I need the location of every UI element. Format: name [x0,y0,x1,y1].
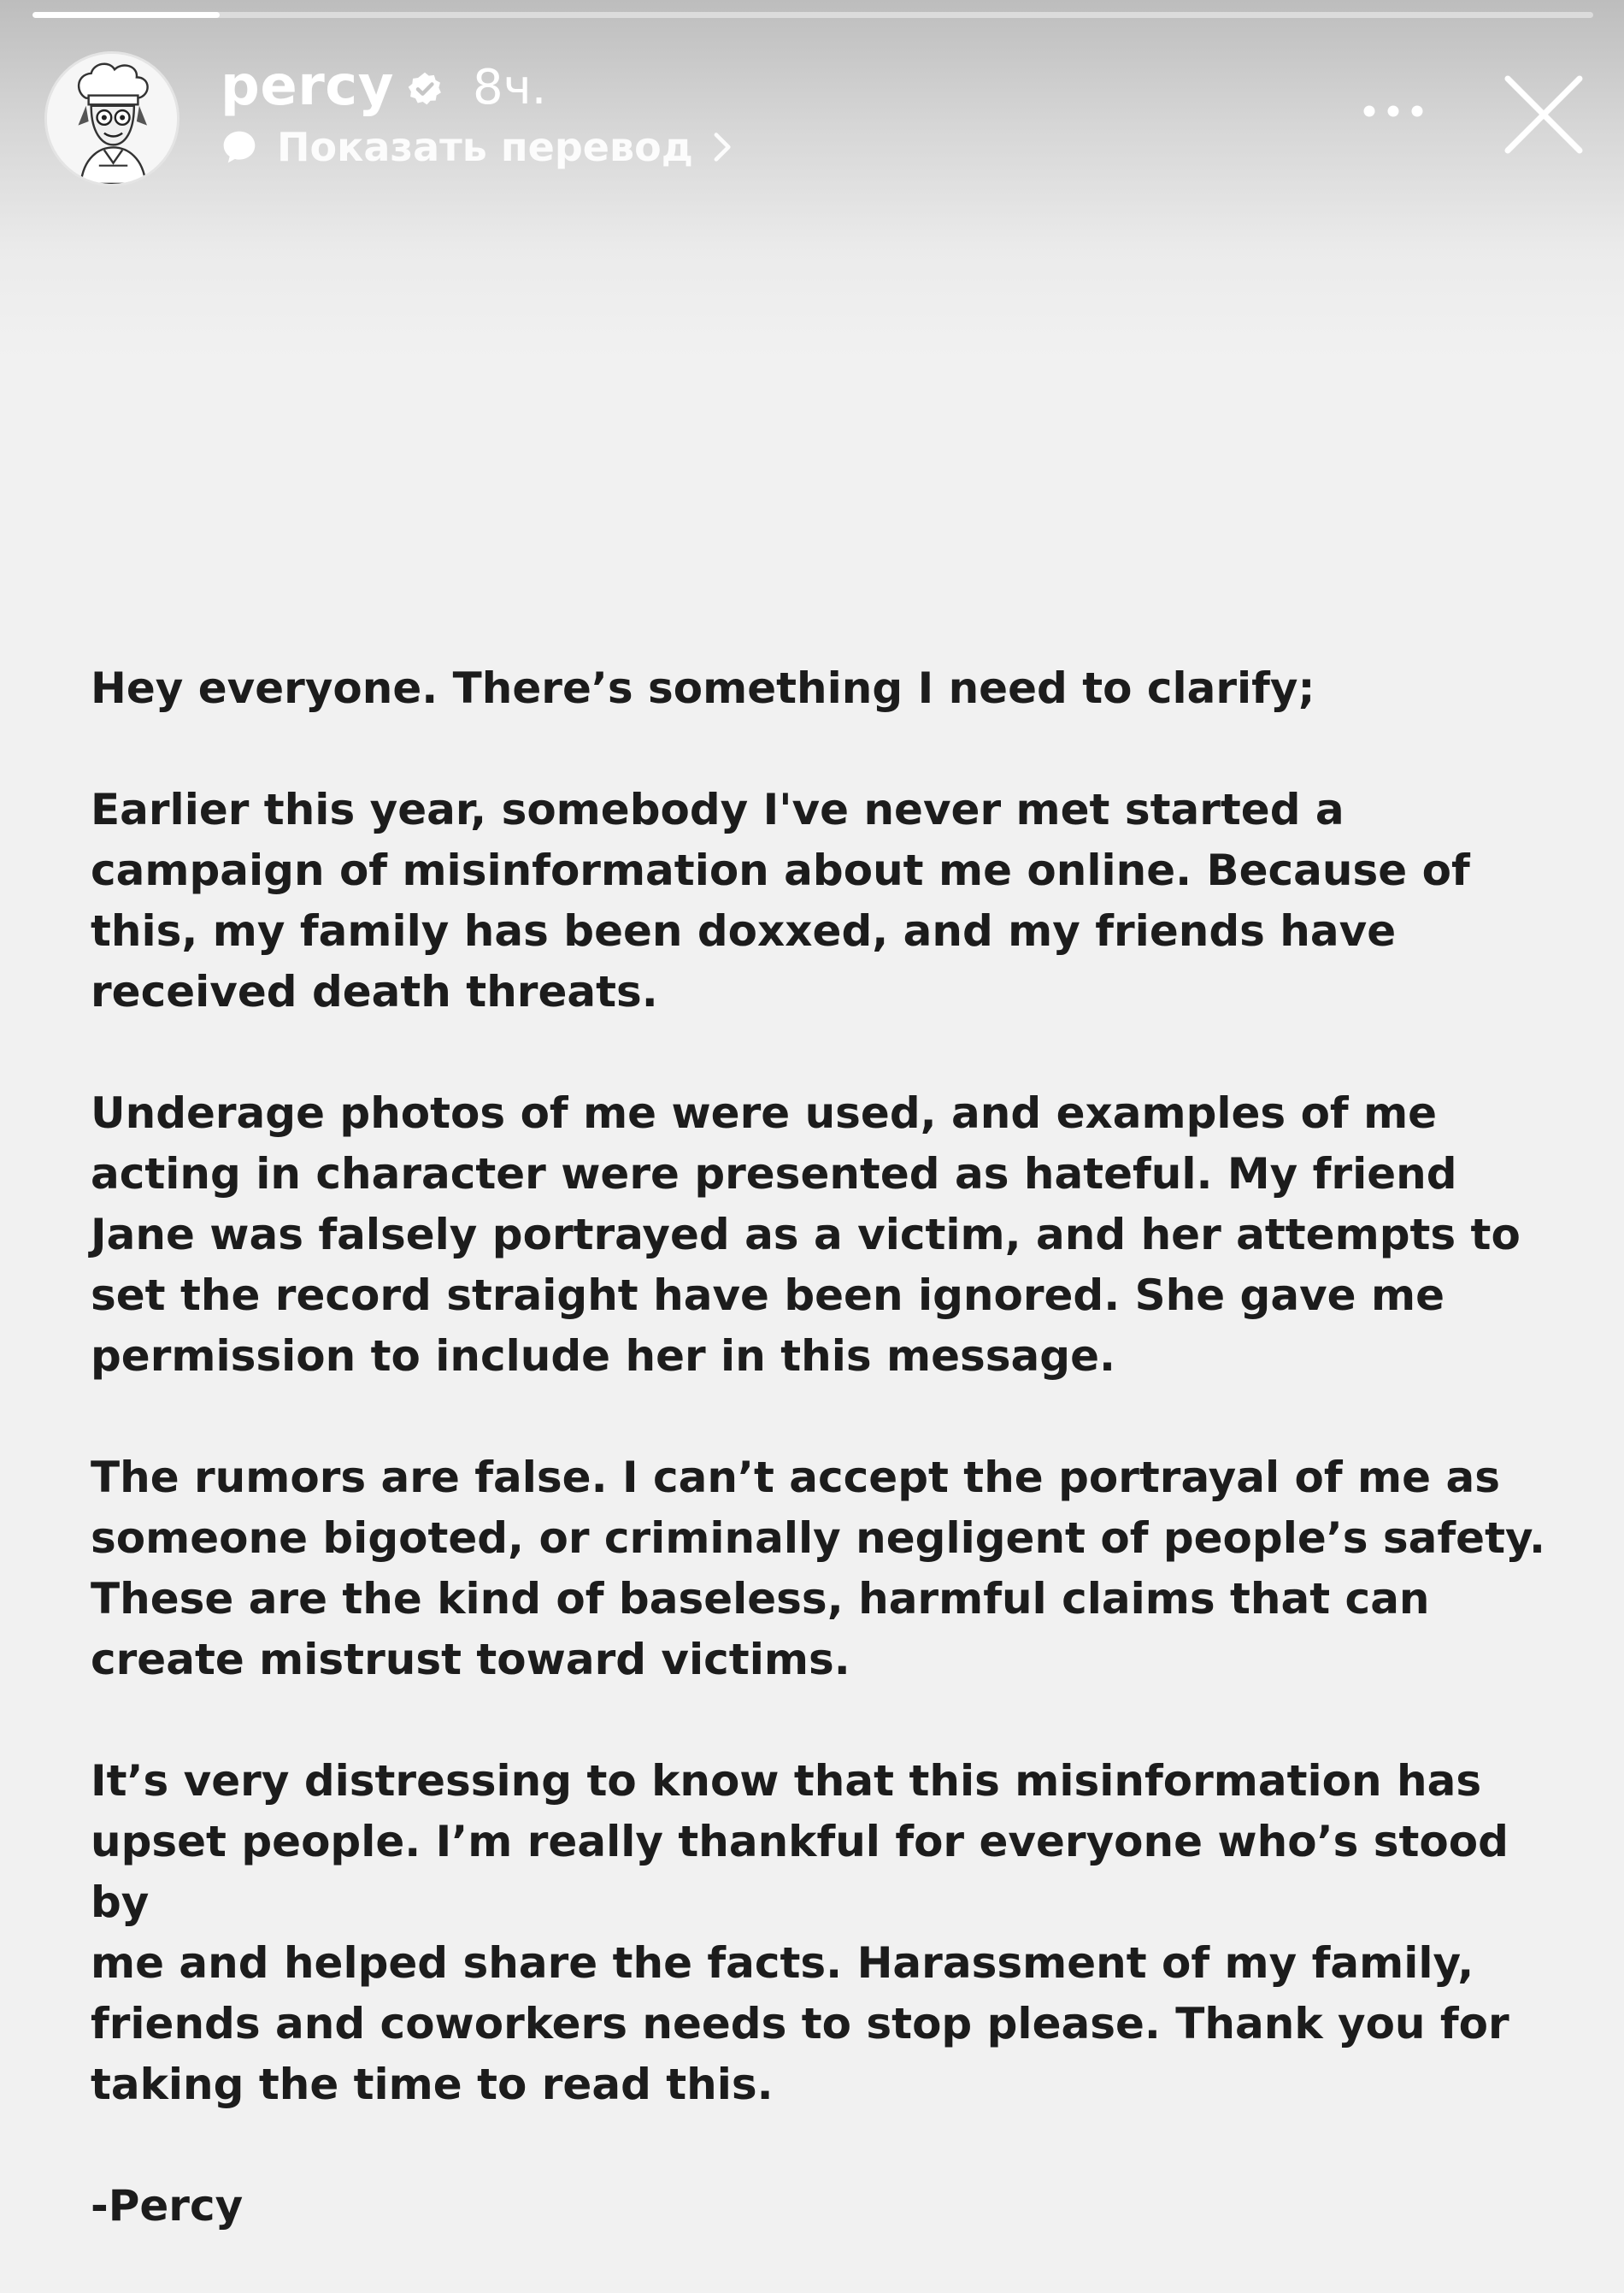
more-options-button[interactable] [1350,85,1436,137]
more-options-icon [1359,103,1427,120]
close-button[interactable] [1501,72,1586,157]
story-progress-bar [32,12,1593,18]
chef-character-avatar-icon [47,54,177,184]
message-paragraph: It’s very distressing to know that this misinformation has upset people. I’m really thankful for everyone who’s stood by me and helped share the facts. Harassment of my family, friends and coworkers needs to stop please. Thank you for taking the time to read this. [91,1756,1509,2109]
message-paragraph: Underage photos of me were used, and examples of me acting in character were presented as hateful. My friend Jane was falsely portrayed as a victim, and her attempts to set the record straight have been ignored. She gave me permission to include her in this message. [91,1088,1521,1381]
story-header [221,53,546,120]
speech-bubble-icon [221,128,258,166]
message-paragraph: Earlier this year, somebody I've never met started a campaign of misinformation about me online. Because of this, my family has been doxxed, and my friends have received death threats. [91,785,1470,1017]
message-paragraph: Hey everyone. There’s something I need to clarify; [91,663,1315,713]
avatar[interactable] [44,51,179,186]
story-message [91,658,1578,2237]
story-progress-fill [32,12,220,18]
verified-badge-icon [406,70,444,108]
message-paragraph: The rumors are false. I can’t accept the portrayal of me as someone bigoted, or criminally negligent of people’s safety. These are the kind of baseless, harmful claims that can create mistrust toward victims. [91,1453,1545,1684]
show-translation-label: Показать перевод [277,124,693,170]
chevron-right-icon [712,132,734,162]
post-timestamp: 8ч. [472,59,547,115]
username[interactable]: percy [221,55,394,118]
close-icon [1501,72,1586,157]
message-signature: -Percy [91,2181,244,2231]
show-translation-button[interactable] [221,121,734,173]
